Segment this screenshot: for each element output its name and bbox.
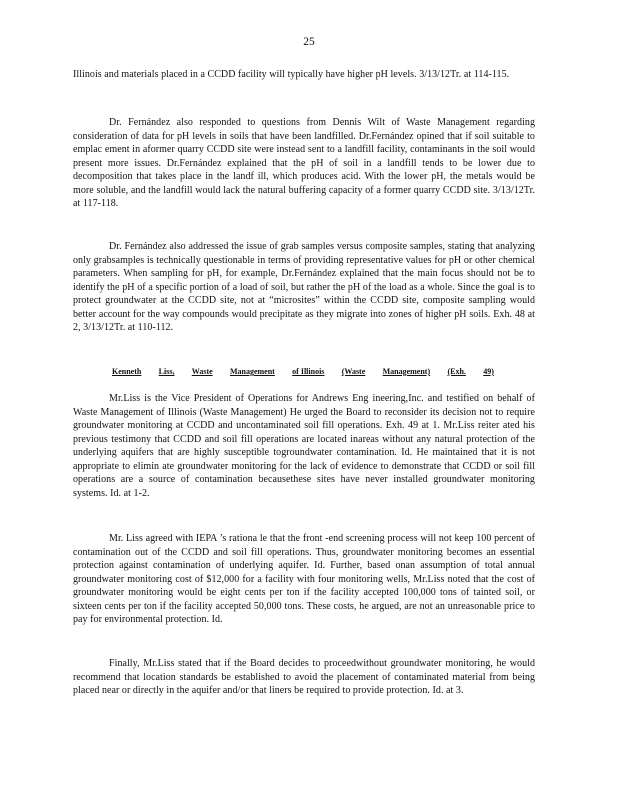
paragraph-continuation (73, 68, 535, 82)
paragraph-text: Illinois and materials placed in a CCDD facility will typically have higher pH levels. 3/13/12Tr. at 114-115. (73, 69, 510, 80)
section-heading (112, 366, 494, 378)
paragraph-fernandez-landfill (73, 116, 535, 211)
heading-word: Kenneth (112, 367, 142, 376)
page-number: 25 (303, 36, 315, 48)
heading-word: Management (229, 367, 275, 376)
heading-word: (Exh. (447, 367, 466, 376)
heading-word: Management) (382, 367, 431, 376)
paragraph-liss-costs (73, 532, 535, 627)
paragraph-liss-recommendation (73, 657, 535, 698)
heading-word: of Illinois (292, 367, 325, 376)
heading-word: Waste (191, 367, 213, 376)
heading-word: Liss, (158, 367, 175, 376)
paragraph-text: Mr. Liss agreed with IEPA ’s rationa le that the front -end screening process will not keep 100 percent of contamination out of the CCDD and soil fill operations. Thus, groundwater monitoring becomes an essential protection against contamination of underlying aquifer. Id. Further, based onan assumption of total annual groundwater monitoring cost of $12,000 for a facility with four monitoring wells, Mr.Liss noted that the cost of groundwater monitoring would be eight cents per ton if the facility accepted 100,000 tons of tainted soil, or sixteen cents per ton if the facility accepted 50,000 tons. These costs, he argued, are not an unreasonable price to pay for environmental protection. Id. (73, 533, 535, 625)
paragraph-text: Dr. Fernández also addressed the issue of grab samples versus composite samples, stating that analyzing only grabsamples is technically questionable in terms of providing representative values for pH or other chemical parameters. When sampling for pH, for example, Dr.Fernández explained that the main focus should not be to identify the pH of a specific portion of a load of soil, but rather the pH of the load as a whole. Since the goal is to protect groundwater at the CCDD site, not at “microsites” within the CCDD site, composite sampling would better account for the way compounds would precipitate as they migrate into zones of higher pH soils. Exh. 48 at 2, 3/13/12Tr. at 110-112. (73, 241, 535, 333)
heading-word: 49) (483, 367, 494, 376)
paragraph-text: Finally, Mr.Liss stated that if the Board decides to proceedwithout groundwater monitoring, he would recommend that location standards be established to avoid the placement of contaminated material from being placed near or directly in the aquifer and/or that liners be required to provide protection. Id. at 3. (73, 658, 535, 696)
paragraph-text: Dr. Fernández also responded to questions from Dennis Wilt of Waste Management regarding consideration of data for pH levels in soils that have been landfilled. Dr.Fernández opined that if soil suitable to emplac ement in aformer quarry CCDD site were instead sent to a landfill facility, contaminants in the soil would present more issues. Dr.Fernández explained that the pH of soil in a landfill tends to be lower due to decomposition that takes place in the landf ill, which produces acid. With the lower pH, the metals would be more soluble, and the landfill would lack the natural buffering capacity of a former quarry CCDD site. 3/13/12Tr. at 117-118. (73, 117, 535, 209)
paragraph-liss-testimony (73, 392, 535, 500)
paragraph-text: Mr.Liss is the Vice President of Operations for Andrews Eng ineering,Inc. and testified on behalf of Waste Management of Illinois (Waste Management) He urged the Board to reconsider its decision not to require groundwater monitoring at CCDD and uncontaminated soil fill operations. Exh. 49 at 1. Mr.Liss reiter ated his previous testimony that CCDD and soil fill operations are located inareas without any natural protection of the underlying aquifers that are highly susceptible togroundwater contamination. Id. He maintained that it is not appropriate to elimin ate groundwater monitoring for the lack of evidence to demonstrate that CCDD or soil fill operations are a source of contamination becausethese sites have never installed groundwater monitoring systems. Id. at 1-2. (73, 393, 535, 499)
paragraph-fernandez-samples (73, 240, 535, 335)
heading-word: (Waste (341, 367, 366, 376)
